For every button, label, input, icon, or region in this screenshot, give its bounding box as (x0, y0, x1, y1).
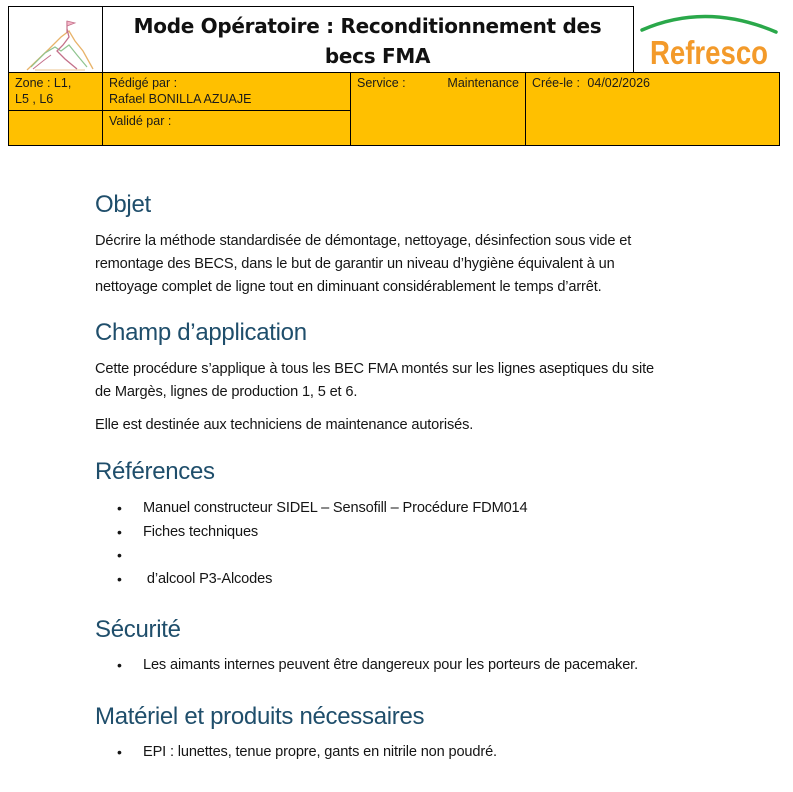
section-objet (95, 190, 715, 299)
bullet-icon: • (117, 547, 122, 563)
paragraph: Elle est destinée aux techniciens de maintenance autorisés. (95, 417, 474, 433)
cree-le-field (526, 73, 780, 93)
valide-par-field (103, 111, 350, 131)
section-securite (95, 615, 715, 678)
svg-text:Refresco: Refresco (650, 34, 768, 71)
section-heading: Matériel et produits nécessaires (95, 702, 425, 730)
list-item: • Manuel constructeur SIDEL – Sensofill – Procédure FDM014 (95, 497, 715, 521)
materiel-list (95, 741, 715, 765)
cree-le-label: Crée-le : (532, 76, 580, 90)
valide-par-label: Validé par : (109, 114, 172, 128)
section-heading: Objet (95, 191, 151, 218)
paragraph-line: nettoyage complet de ligne tout en diminuant considérablement le temps d’arrêt. (95, 279, 602, 295)
service-field (351, 73, 525, 93)
redige-par-field (103, 73, 350, 109)
list-item: • d’alcool P3-Alcodes (95, 568, 715, 592)
section-materiel (95, 702, 715, 765)
document-body (95, 190, 715, 764)
bullet-icon: • (117, 523, 122, 540)
references-list (95, 497, 715, 591)
paragraph-line: de Margès, lignes de production 1, 5 et 6. (95, 384, 358, 400)
section-heading: Champ d’application (95, 319, 307, 346)
document-title-line2: becs FMA (324, 44, 431, 68)
section-heading: Références (95, 458, 215, 485)
paragraph-line: Cette procédure s’applique à tous les BEC FMA montés sur les lignes aseptiques du site (95, 361, 654, 377)
bullet-icon: • (117, 743, 122, 760)
zone-field (9, 73, 102, 109)
document-title-line1: Mode Opératoire : Reconditionnement des (133, 14, 602, 38)
bullet-icon: • (117, 570, 122, 587)
service-label: Service : (357, 76, 406, 90)
list-item (95, 544, 715, 568)
securite-list (95, 654, 715, 678)
document-info-band (8, 72, 780, 146)
list-item: • EPI : lunettes, tenue propre, gants en nitrile non poudré. (95, 741, 715, 765)
refresco-logo-cell (634, 6, 786, 73)
cree-le-value: 04/02/2026 (587, 76, 650, 90)
list-item: • Les aimants internes peuvent être dangereux pour les porteurs de pacemaker. (95, 654, 715, 678)
section-heading: Sécurité (95, 616, 181, 643)
section-references (95, 457, 715, 591)
bullet-icon: • (117, 657, 122, 673)
redige-par-label: Rédigé par : (109, 76, 178, 90)
left-logo-cell (8, 6, 103, 73)
paragraph-line: remontage des BECS, dans le but de garantir un niveau d’hygiène équivalent à un (95, 256, 615, 272)
paragraph-line: Décrire la méthode standardisée de démontage, nettoyage, désinfection sous vide et (95, 233, 632, 249)
redige-par-value: Rafael BONILLA AZUAJE (109, 92, 252, 106)
zone-label: Zone : L1, (15, 76, 72, 90)
service-value: Maintenance (447, 76, 519, 90)
list-item: • Fiches techniques (95, 521, 715, 545)
section-champ-application (95, 318, 715, 437)
mountain-flag-logo-icon (9, 7, 102, 73)
document-title-cell (102, 6, 634, 73)
zone-value: L5 , L6 (15, 92, 54, 106)
refresco-logo-icon (634, 6, 786, 72)
bullet-icon: • (117, 500, 122, 516)
